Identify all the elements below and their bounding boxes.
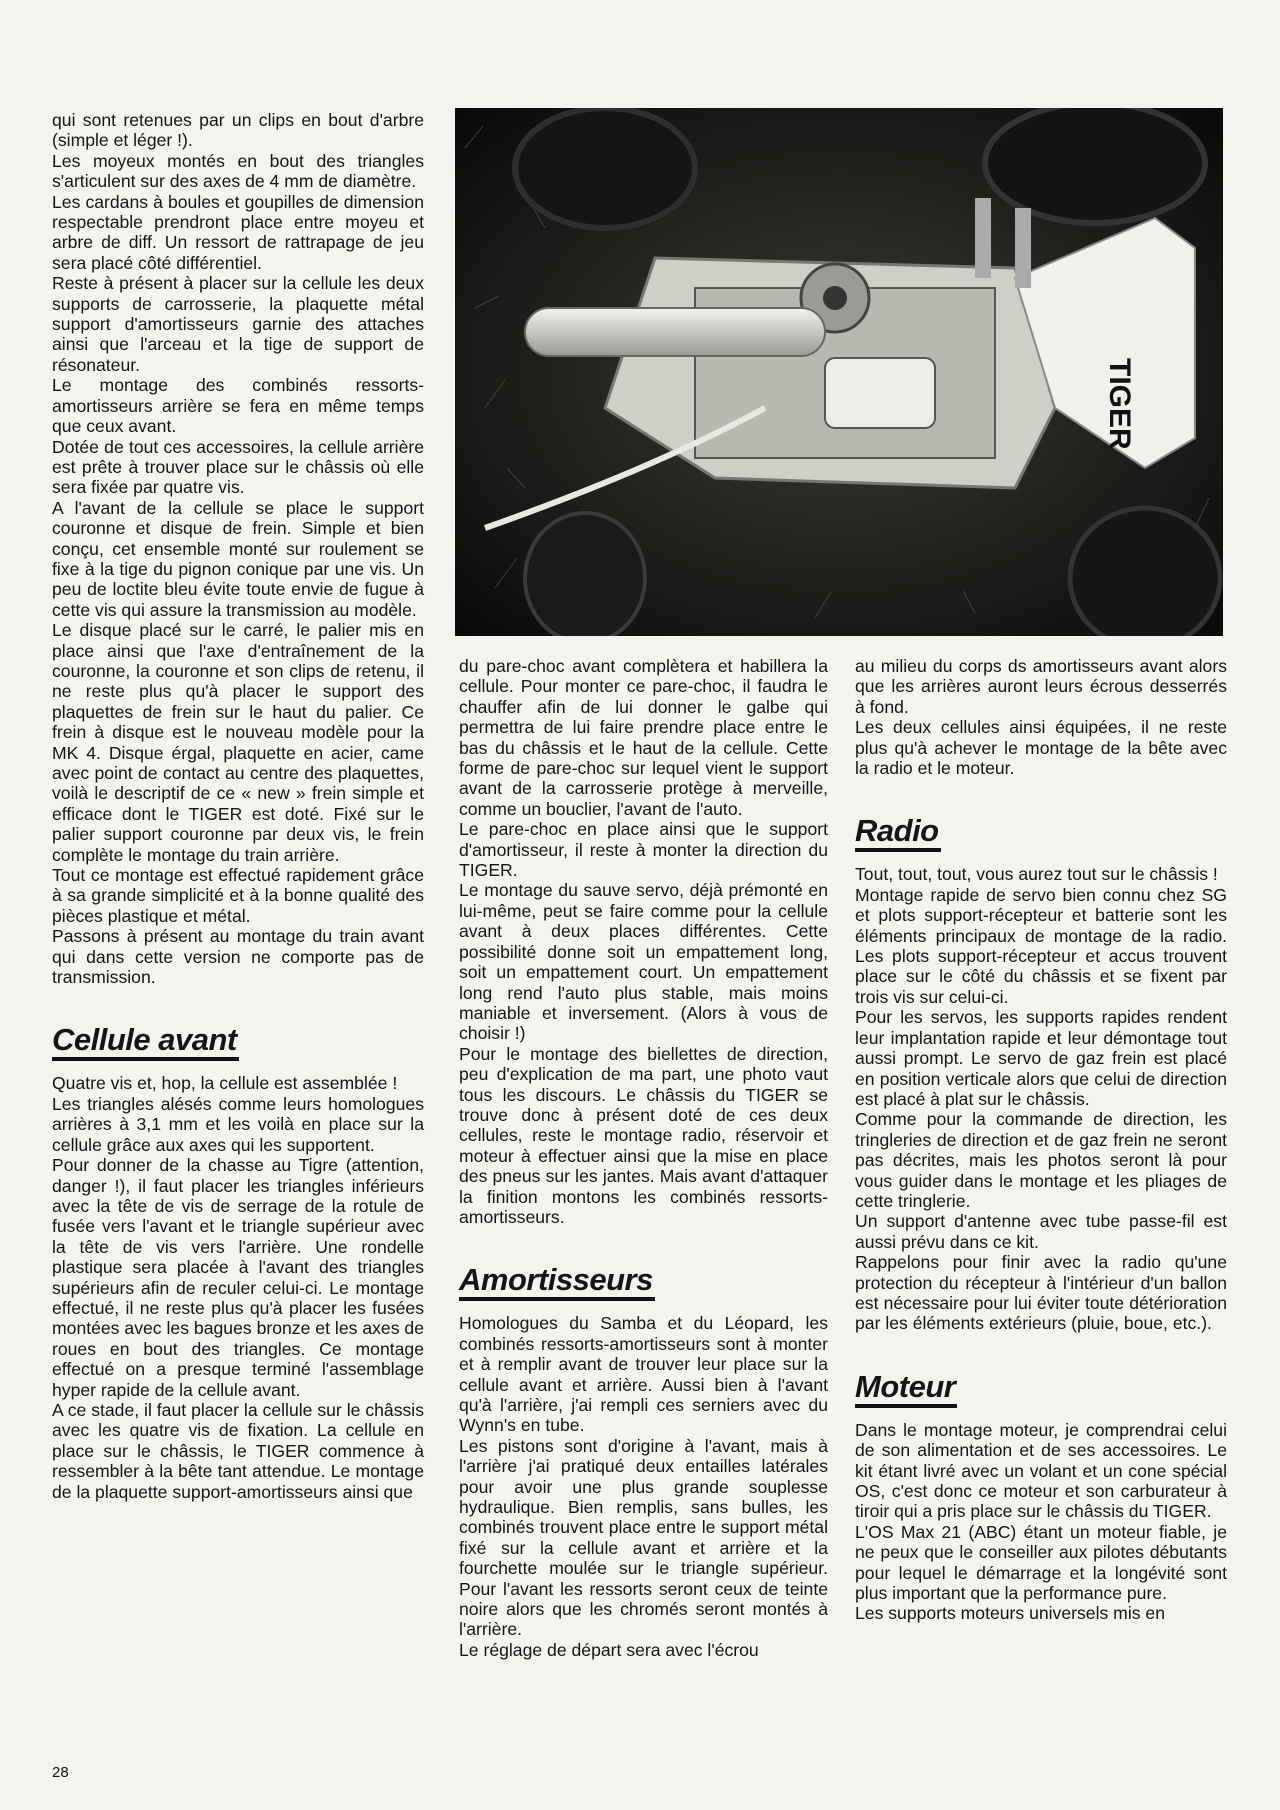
paragraph: du pare-choc avant complètera et habillera la cellule. Pour monter ce pare-choc, il faudra le chauffer afin de lui donner le galbe qui permettra de lui faire prendre place entre le bas du châssis et le haut de la cellule. Cette forme de pare-choc sur lequel vient le support avant de la carrosserie protège à merveille, comme un bouclier, l'avant de l'auto. xyxy=(459,656,828,819)
paragraph: Reste à présent à placer sur la cellule les deux supports de carrosserie, la plaquette métal support d'amortisseurs garnie des attaches ainsi que l'arceau et la tige de support de résonateur. xyxy=(52,273,424,375)
section-heading-moteur: Moteur xyxy=(855,1370,957,1408)
paragraph: Pour le montage des biellettes de direction, peu d'explication de ma part, une photo vaut tous les discours. Le châssis du TIGER se trouve donc à présent doté de ces deux cellules, reste le montage radio, réservoir et moteur à effectuer ainsi que la mise en place des pneus sur les jantes. Mais avant d'attaquer la finition montons les combinés ressorts-amortisseurs. xyxy=(459,1043,828,1227)
paragraph: Un support d'antenne avec tube passe-fil est aussi prévu dans ce kit. xyxy=(855,1211,1227,1252)
column-1 xyxy=(52,110,424,1502)
paragraph: Les moyeux montés en bout des triangles s'articulent sur des axes de 4 mm de diamètre. xyxy=(52,150,424,192)
paragraph: Tout, tout, tout, vous aurez tout sur le châssis ! xyxy=(855,864,1218,885)
paragraph: A l'avant de la cellule se place le support couronne et disque de frein. Simple et bien conçu, cet ensemble monté sur roulement se fixe à la tige du pignon conique par une vis. Un peu de loctite bleu évite toute envie de fugue à cette vis qui assure la transmission au modèle. xyxy=(52,497,424,620)
paragraph: Pour donner de la chasse au Tigre (attention, danger !), il faut placer les triangles inférieurs avec la tête de vis de serrage de la rotule de fusée vers l'avant et le triangle supérieur avec la tête de vis vers l'arrière. Une rondelle plastique sera placée à l'avant des triangles supérieurs afin de reculer celui-ci. Le montage effectué, il ne reste plus qu'à placer les fusées montées avec les bagues bronze et les axes de roues en bout des triangles. Ce montage effectué on a presque terminé l'assemblage hyper rapide de la cellule avant. xyxy=(52,1155,424,1400)
paragraph: L'OS Max 21 (ABC) étant un moteur fiable, je ne peux que le conseiller aux pilotes débutants pour lequel le démarrage et la longévité sont plus important que la performance pure. xyxy=(855,1521,1227,1604)
paragraph: A ce stade, il faut placer la cellule sur le châssis avec les quatre vis de fixation. La cellule en place sur le châssis, le TIGER commence à ressembler à la bête tant attendue. Le montage de la plaquette support-amortisseurs ainsi que xyxy=(52,1399,424,1502)
car-label: TIGER xyxy=(1103,358,1136,450)
section-heading-amortisseurs: Amortisseurs xyxy=(459,1263,655,1301)
paragraph: au milieu du corps ds amortisseurs avant alors que les arrières auront leurs écrous desserrés à fond. xyxy=(855,656,1227,717)
paragraph: Dans le montage moteur, je comprendrai celui de son alimentation et de ses accessoires. Le kit étant livré avec un volant et un cone spécial OS, c'est donc ce moteur et son carburateur à tiroir qui a pris place sur le châssis du TIGER. xyxy=(855,1419,1227,1522)
paragraph: Les triangles alésés comme leurs homologues arrières à 3,1 mm et les voilà en place sur la cellule grâce aux axes qui les supportent. xyxy=(52,1093,424,1155)
paragraph: Quatre vis et, hop, la cellule est assemblée ! xyxy=(52,1073,398,1094)
paragraph: Les cardans à boules et goupilles de dimension respectable prendront place entre moyeu et arbre de diff. Un ressort de rattrapage de jeu sera placé côté différentiel. xyxy=(52,191,424,273)
paragraph: Pour les servos, les supports rapides rendent leur implantation rapide et leur démontage tout aussi prompt. Le servo de gaz frein est placé en position verticale alors que celui de direction est placé à plat sur le châssis. xyxy=(855,1007,1227,1109)
chassis-photo xyxy=(455,108,1223,636)
section-heading-radio: Radio xyxy=(855,814,941,852)
paragraph: Tout ce montage est effectué rapidement grâce à sa grande simplicité et à la bonne qualité des pièces plastique et métal. xyxy=(52,865,424,926)
paragraph: Les supports moteurs universels mis en xyxy=(855,1603,1165,1624)
paragraph: qui sont retenues par un clips en bout d'arbre (simple et léger !). xyxy=(52,110,424,151)
paragraph: Les pistons sont d'origine à l'avant, mais à l'arrière j'ai pratiqué deux entailles latérales pour avoir une plus grande souplesse hydraulique. Bien remplis, sans bulles, les combinés trouvent place entre le support métal fixé sur la cellule avant et arrière et la fourchette moulée sur le triangle supérieur. Pour l'avant les ressorts seront ceux de teinte noire alors que les chromés seront montés à l'arrière. xyxy=(459,1435,828,1640)
section-heading-cellule-avant: Cellule avant xyxy=(52,1023,239,1061)
column-3 xyxy=(855,656,1227,1624)
paragraph: Le montage des combinés ressorts-amortisseurs arrière se fera en même temps que ceux avant. xyxy=(52,375,424,437)
column-2 xyxy=(459,656,828,1660)
paragraph: Le réglage de départ sera avec l'écrou xyxy=(459,1639,759,1660)
paragraph: Le pare-choc en place ainsi que le support d'amortisseur, il reste à monter la direction du TIGER. xyxy=(459,819,828,881)
chassis-photo-drawing xyxy=(455,108,1223,636)
paragraph: Comme pour la commande de direction, les tringleries de direction et de gaz frein ne seront pas décrites, mais les photos seront là pour vous guider dans le montage et les pliages de cette tringlerie. xyxy=(855,1109,1227,1211)
paragraph: Le disque placé sur le carré, le palier mis en place ainsi que l'axe d'entraînement de la couronne, la couronne et son clips de retenu, il ne reste plus qu'à placer le support des plaquettes de frein sur le haut du palier. Ce frein à disque est le nouveau modèle pour la MK 4. Disque érgal, plaquette en acier, came avec point de contact au centre des plaquettes, voilà le descriptif de ce « new » frein simple et efficace dont le TIGER est doté. Fixé sur le palier support couronne par deux vis, le frein complète le montage du train arrière. xyxy=(52,620,424,865)
page-number: 28 xyxy=(52,1764,69,1781)
paragraph: Montage rapide de servo bien connu chez SG et plots support-récepteur et batterie sont les éléments principaux de montage de la radio. Les plots support-récepteur et accus trouvent place sur le côté du châssis et se fixent par trois vis sur celui-ci. xyxy=(855,884,1227,1007)
paragraph: Dotée de tout ces accessoires, la cellule arrière est prête à trouver place sur le châssis où elle sera fixée par quatre vis. xyxy=(52,436,424,498)
paragraph: Les deux cellules ainsi équipées, il ne reste plus qu'à achever le montage de la bête avec la radio et le moteur. xyxy=(855,717,1227,779)
paragraph: Rappelons pour finir avec la radio qu'une protection du récepteur à l'intérieur d'un ballon est nécessaire pour lui éviter toute détérioration par les éléments extérieurs (pluie, boue, etc.). xyxy=(855,1252,1227,1334)
paragraph: Homologues du Samba et du Léopard, les combinés ressorts-amortisseurs sont à monter et à remplir avant de trouver leur place sur la cellule avant et arrière. Aussi bien à l'avant qu'à l'arrière, j'ai rempli ces serniers avec du Wynn's en tube. xyxy=(459,1313,828,1436)
paragraph: Le montage du sauve servo, déjà prémonté en lui-même, peut se faire comme pour la cellule avant à deux places différentes. Cette possibilité donne soit un empattement long, soit un empattement court. Un empattement long rend l'auto plus stable, mais moins maniable et inversement. (Alors à vous de choisir !) xyxy=(459,880,828,1044)
paragraph: Passons à présent au montage du train avant qui dans cette version ne comporte pas de transmission. xyxy=(52,926,424,988)
